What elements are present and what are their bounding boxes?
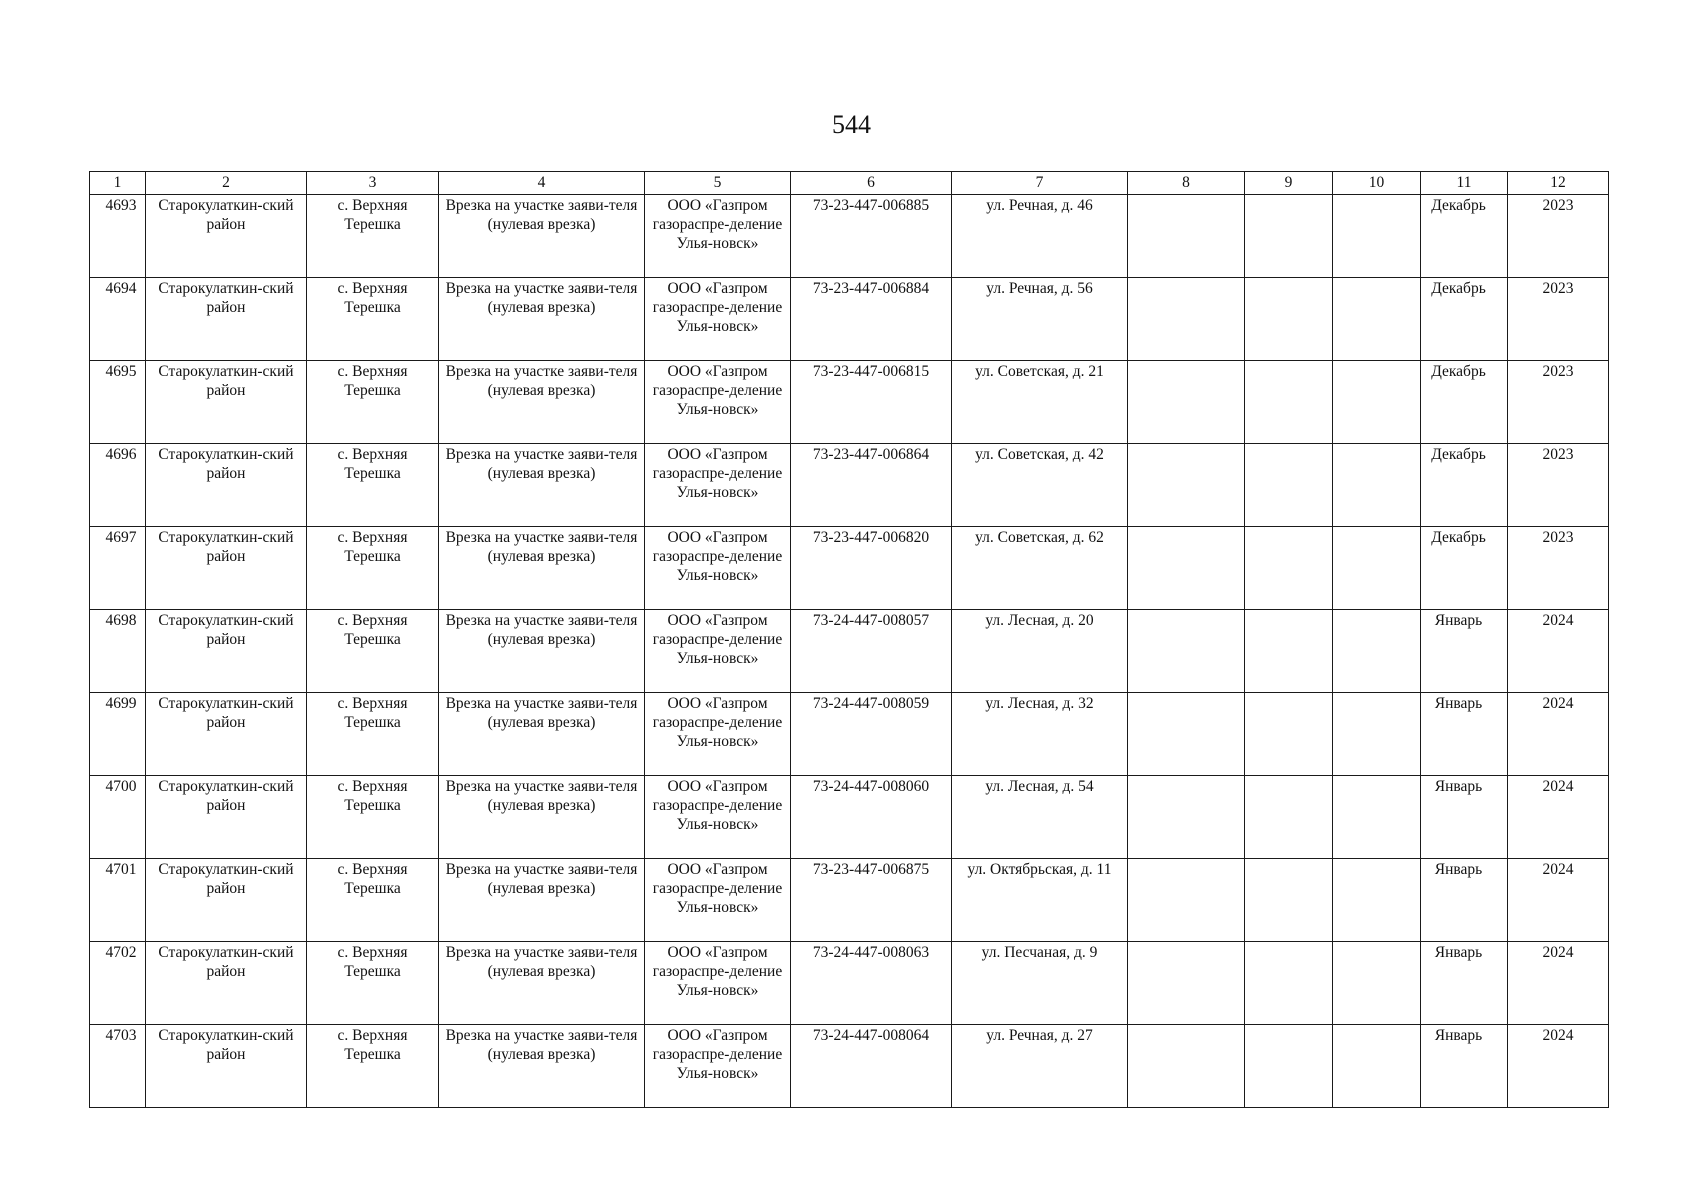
organization-cell: ООО «Газпром газораспре-деление Улья-новск» bbox=[645, 278, 791, 361]
table-row bbox=[90, 527, 1609, 610]
work-type-cell: Врезка на участке заяви-теля (нулевая врезка) bbox=[439, 278, 645, 361]
column-header: 4 bbox=[439, 172, 645, 195]
district-cell: Старокулаткин-ский район bbox=[146, 693, 307, 776]
column-header: 3 bbox=[307, 172, 439, 195]
column-header: 10 bbox=[1333, 172, 1421, 195]
month-cell: Январь bbox=[1421, 776, 1508, 859]
column-8-cell bbox=[1128, 776, 1245, 859]
month-cell: Декабрь bbox=[1421, 195, 1508, 278]
column-9-cell bbox=[1245, 859, 1333, 942]
settlement-cell: с. Верхняя Терешка bbox=[307, 195, 439, 278]
month-cell: Январь bbox=[1421, 610, 1508, 693]
column-9-cell bbox=[1245, 693, 1333, 776]
organization-cell: ООО «Газпром газораспре-деление Улья-новск» bbox=[645, 361, 791, 444]
row-number-cell: 4697 bbox=[90, 527, 146, 610]
settlement-cell: с. Верхняя Терешка bbox=[307, 776, 439, 859]
column-header: 9 bbox=[1245, 172, 1333, 195]
organization-cell: ООО «Газпром газораспре-деление Улья-новск» bbox=[645, 527, 791, 610]
column-10-cell bbox=[1333, 1025, 1421, 1108]
address-cell: ул. Советская, д. 42 bbox=[952, 444, 1128, 527]
district-cell: Старокулаткин-ский район bbox=[146, 610, 307, 693]
column-9-cell bbox=[1245, 278, 1333, 361]
district-cell: Старокулаткин-ский район bbox=[146, 527, 307, 610]
object-code-cell: 73-24-447-008057 bbox=[791, 610, 952, 693]
organization-cell: ООО «Газпром газораспре-деление Улья-новск» bbox=[645, 942, 791, 1025]
settlement-cell: с. Верхняя Терешка bbox=[307, 693, 439, 776]
settlement-cell: с. Верхняя Терешка bbox=[307, 444, 439, 527]
work-type-cell: Врезка на участке заяви-теля (нулевая врезка) bbox=[439, 1025, 645, 1108]
row-number-cell: 4698 bbox=[90, 610, 146, 693]
column-9-cell bbox=[1245, 776, 1333, 859]
column-8-cell bbox=[1128, 361, 1245, 444]
work-type-cell: Врезка на участке заяви-теля (нулевая врезка) bbox=[439, 361, 645, 444]
address-cell: ул. Октябрьская, д. 11 bbox=[952, 859, 1128, 942]
row-number-cell: 4703 bbox=[90, 1025, 146, 1108]
column-10-cell bbox=[1333, 195, 1421, 278]
settlement-cell: с. Верхняя Терешка bbox=[307, 278, 439, 361]
year-cell: 2023 bbox=[1508, 444, 1609, 527]
column-header: 6 bbox=[791, 172, 952, 195]
table-row bbox=[90, 610, 1609, 693]
district-cell: Старокулаткин-ский район bbox=[146, 942, 307, 1025]
object-code-cell: 73-23-447-006815 bbox=[791, 361, 952, 444]
column-10-cell bbox=[1333, 693, 1421, 776]
month-cell: Январь bbox=[1421, 1025, 1508, 1108]
column-header: 11 bbox=[1421, 172, 1508, 195]
year-cell: 2024 bbox=[1508, 859, 1609, 942]
column-header: 8 bbox=[1128, 172, 1245, 195]
organization-cell: ООО «Газпром газораспре-деление Улья-новск» bbox=[645, 444, 791, 527]
settlement-cell: с. Верхняя Терешка bbox=[307, 1025, 439, 1108]
work-type-cell: Врезка на участке заяви-теля (нулевая врезка) bbox=[439, 776, 645, 859]
settlement-cell: с. Верхняя Терешка bbox=[307, 859, 439, 942]
table-row bbox=[90, 361, 1609, 444]
table-row bbox=[90, 776, 1609, 859]
column-number-row bbox=[90, 172, 1609, 195]
column-header: 2 bbox=[146, 172, 307, 195]
column-8-cell bbox=[1128, 859, 1245, 942]
column-8-cell bbox=[1128, 1025, 1245, 1108]
month-cell: Декабрь bbox=[1421, 278, 1508, 361]
column-header: 1 bbox=[90, 172, 146, 195]
settlement-cell: с. Верхняя Терешка bbox=[307, 361, 439, 444]
address-cell: ул. Речная, д. 27 bbox=[952, 1025, 1128, 1108]
column-9-cell bbox=[1245, 942, 1333, 1025]
settlement-cell: с. Верхняя Терешка bbox=[307, 610, 439, 693]
row-number-cell: 4696 bbox=[90, 444, 146, 527]
column-10-cell bbox=[1333, 610, 1421, 693]
district-cell: Старокулаткин-ский район bbox=[146, 776, 307, 859]
work-type-cell: Врезка на участке заяви-теля (нулевая врезка) bbox=[439, 942, 645, 1025]
work-type-cell: Врезка на участке заяви-теля (нулевая врезка) bbox=[439, 610, 645, 693]
address-cell: ул. Лесная, д. 54 bbox=[952, 776, 1128, 859]
work-type-cell: Врезка на участке заяви-теля (нулевая врезка) bbox=[439, 195, 645, 278]
column-8-cell bbox=[1128, 195, 1245, 278]
object-code-cell: 73-23-447-006820 bbox=[791, 527, 952, 610]
register-table bbox=[89, 171, 1609, 1108]
work-type-cell: Врезка на участке заяви-теля (нулевая врезка) bbox=[439, 527, 645, 610]
district-cell: Старокулаткин-ский район bbox=[146, 444, 307, 527]
page-number: 544 bbox=[832, 110, 871, 139]
address-cell: ул. Лесная, д. 20 bbox=[952, 610, 1128, 693]
table-row bbox=[90, 278, 1609, 361]
table-row bbox=[90, 693, 1609, 776]
work-type-cell: Врезка на участке заяви-теля (нулевая врезка) bbox=[439, 444, 645, 527]
year-cell: 2024 bbox=[1508, 610, 1609, 693]
column-9-cell bbox=[1245, 527, 1333, 610]
object-code-cell: 73-23-447-006864 bbox=[791, 444, 952, 527]
district-cell: Старокулаткин-ский район bbox=[146, 195, 307, 278]
object-code-cell: 73-24-447-008064 bbox=[791, 1025, 952, 1108]
work-type-cell: Врезка на участке заяви-теля (нулевая врезка) bbox=[439, 859, 645, 942]
address-cell: ул. Советская, д. 62 bbox=[952, 527, 1128, 610]
column-10-cell bbox=[1333, 527, 1421, 610]
column-8-cell bbox=[1128, 942, 1245, 1025]
district-cell: Старокулаткин-ский район bbox=[146, 1025, 307, 1108]
column-8-cell bbox=[1128, 610, 1245, 693]
month-cell: Январь bbox=[1421, 942, 1508, 1025]
column-header: 7 bbox=[952, 172, 1128, 195]
column-header: 12 bbox=[1508, 172, 1609, 195]
year-cell: 2023 bbox=[1508, 195, 1609, 278]
year-cell: 2024 bbox=[1508, 693, 1609, 776]
row-number-cell: 4693 bbox=[90, 195, 146, 278]
address-cell: ул. Лесная, д. 32 bbox=[952, 693, 1128, 776]
table-row bbox=[90, 942, 1609, 1025]
year-cell: 2023 bbox=[1508, 361, 1609, 444]
column-9-cell bbox=[1245, 361, 1333, 444]
column-10-cell bbox=[1333, 776, 1421, 859]
month-cell: Январь bbox=[1421, 859, 1508, 942]
object-code-cell: 73-23-447-006875 bbox=[791, 859, 952, 942]
column-10-cell bbox=[1333, 361, 1421, 444]
month-cell: Декабрь bbox=[1421, 361, 1508, 444]
settlement-cell: с. Верхняя Терешка bbox=[307, 942, 439, 1025]
object-code-cell: 73-24-447-008060 bbox=[791, 776, 952, 859]
organization-cell: ООО «Газпром газораспре-деление Улья-новск» bbox=[645, 610, 791, 693]
district-cell: Старокулаткин-ский район bbox=[146, 361, 307, 444]
organization-cell: ООО «Газпром газораспре-деление Улья-новск» bbox=[645, 776, 791, 859]
organization-cell: ООО «Газпром газораспре-деление Улья-новск» bbox=[645, 195, 791, 278]
column-8-cell bbox=[1128, 527, 1245, 610]
column-8-cell bbox=[1128, 693, 1245, 776]
table-row bbox=[90, 444, 1609, 527]
work-type-cell: Врезка на участке заяви-теля (нулевая врезка) bbox=[439, 693, 645, 776]
row-number-cell: 4699 bbox=[90, 693, 146, 776]
year-cell: 2024 bbox=[1508, 776, 1609, 859]
column-10-cell bbox=[1333, 444, 1421, 527]
column-9-cell bbox=[1245, 610, 1333, 693]
column-10-cell bbox=[1333, 942, 1421, 1025]
settlement-cell: с. Верхняя Терешка bbox=[307, 527, 439, 610]
object-code-cell: 73-23-447-006885 bbox=[791, 195, 952, 278]
month-cell: Декабрь bbox=[1421, 527, 1508, 610]
row-number-cell: 4702 bbox=[90, 942, 146, 1025]
table-body bbox=[90, 172, 1609, 1108]
address-cell: ул. Советская, д. 21 bbox=[952, 361, 1128, 444]
district-cell: Старокулаткин-ский район bbox=[146, 278, 307, 361]
column-10-cell bbox=[1333, 278, 1421, 361]
table-row bbox=[90, 1025, 1609, 1108]
column-9-cell bbox=[1245, 1025, 1333, 1108]
table-row bbox=[90, 859, 1609, 942]
address-cell: ул. Речная, д. 46 bbox=[952, 195, 1128, 278]
organization-cell: ООО «Газпром газораспре-деление Улья-новск» bbox=[645, 859, 791, 942]
row-number-cell: 4701 bbox=[90, 859, 146, 942]
row-number-cell: 4694 bbox=[90, 278, 146, 361]
column-9-cell bbox=[1245, 195, 1333, 278]
column-8-cell bbox=[1128, 444, 1245, 527]
year-cell: 2023 bbox=[1508, 527, 1609, 610]
column-10-cell bbox=[1333, 859, 1421, 942]
address-cell: ул. Песчаная, д. 9 bbox=[952, 942, 1128, 1025]
year-cell: 2024 bbox=[1508, 942, 1609, 1025]
table-row bbox=[90, 195, 1609, 278]
object-code-cell: 73-24-447-008059 bbox=[791, 693, 952, 776]
row-number-cell: 4700 bbox=[90, 776, 146, 859]
column-9-cell bbox=[1245, 444, 1333, 527]
organization-cell: ООО «Газпром газораспре-деление Улья-новск» bbox=[645, 1025, 791, 1108]
year-cell: 2023 bbox=[1508, 278, 1609, 361]
organization-cell: ООО «Газпром газораспре-деление Улья-новск» bbox=[645, 693, 791, 776]
month-cell: Декабрь bbox=[1421, 444, 1508, 527]
row-number-cell: 4695 bbox=[90, 361, 146, 444]
address-cell: ул. Речная, д. 56 bbox=[952, 278, 1128, 361]
object-code-cell: 73-24-447-008063 bbox=[791, 942, 952, 1025]
district-cell: Старокулаткин-ский район bbox=[146, 859, 307, 942]
column-header: 5 bbox=[645, 172, 791, 195]
month-cell: Январь bbox=[1421, 693, 1508, 776]
column-8-cell bbox=[1128, 278, 1245, 361]
year-cell: 2024 bbox=[1508, 1025, 1609, 1108]
object-code-cell: 73-23-447-006884 bbox=[791, 278, 952, 361]
